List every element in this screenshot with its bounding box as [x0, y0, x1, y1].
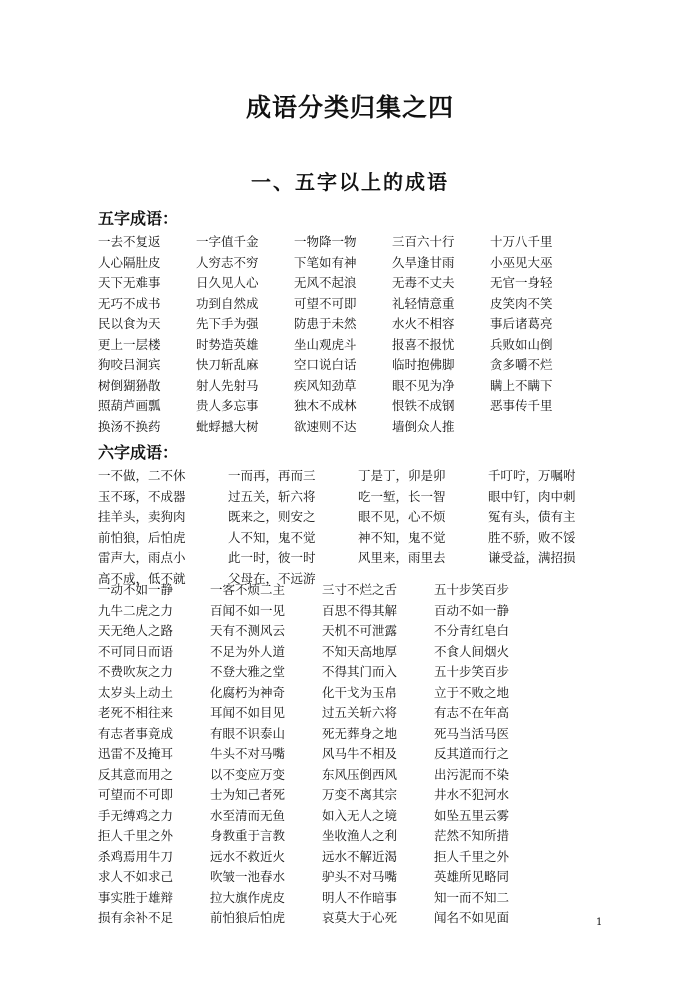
idiom-item: 不知天高地厚: [322, 643, 398, 659]
idiom-item: 驴头不对马嘴: [322, 869, 398, 884]
idiom-item: 死马当活马医: [434, 725, 510, 741]
idiom-item: 防患于未然: [294, 316, 357, 331]
idiom-row: [98, 487, 618, 508]
idiom-item: 身教重于言教: [210, 828, 286, 843]
idiom-item: 化干戈为玉帛: [322, 684, 398, 700]
idiom-item: 百思不得其解: [322, 602, 398, 618]
idiom-row: [98, 867, 546, 888]
idiom-item: 化腐朽为神奇: [210, 684, 286, 700]
idiom-item: 拒人千里之外: [98, 828, 174, 843]
idiom-item: 耳闻不如目见: [210, 705, 286, 720]
page-number: 1: [596, 917, 603, 928]
idiom-row: [98, 335, 588, 356]
idiom-item: 人心隔肚皮: [98, 254, 161, 270]
idiom-item: 天机不可泄露: [322, 623, 398, 638]
idiom-item: 蚍蜉撼大树: [196, 418, 259, 434]
idiom-item: 更上一层楼: [98, 336, 161, 352]
idiom-row: [98, 744, 546, 765]
idiom-item: 有志不在年高: [434, 705, 510, 720]
idiom-row: [98, 376, 588, 397]
idiom-row: [98, 466, 618, 487]
idiom-item: 英雄所见略同: [434, 869, 510, 884]
idiom-item: 一客不烦二主: [210, 582, 286, 597]
idiom-row: [98, 548, 618, 569]
idiom-item: 一而再，再而三: [228, 468, 316, 483]
idiom-item: 反其意而用之: [98, 766, 174, 782]
idiom-item: 百动不如一静: [434, 602, 510, 618]
idiom-item: 贵人多忘事: [196, 398, 259, 413]
idiom-item: 不得其门而入: [322, 664, 398, 679]
idiom-item: 一物降一物: [294, 234, 357, 249]
idiom-item: 一去不复返: [98, 234, 161, 249]
idiom-item: 功到自然成: [196, 295, 259, 311]
idiom-item: 皮笑肉不笑: [490, 295, 553, 311]
idiom-item: 不费吹灰之力: [98, 664, 174, 679]
idiom-item: 吃一堑，长一智: [358, 488, 446, 504]
idiom-item: 知一而不知二: [434, 889, 510, 905]
idiom-item: 民以食为天: [98, 316, 161, 331]
idiom-item: 可望不可即: [294, 295, 357, 311]
idiom-item: 九牛二虎之力: [98, 602, 174, 618]
idiom-row: [98, 662, 546, 683]
idiom-row: [98, 806, 546, 827]
idiom-item: 百闻不如一见: [210, 602, 286, 618]
idiom-item: 欲速则不达: [294, 418, 357, 434]
idiom-item: 人不知，鬼不觉: [228, 529, 316, 545]
idiom-item: 换汤不换药: [98, 418, 161, 434]
idiom-item: 远水不解近渴: [322, 848, 398, 864]
idiom-item: 冤有头，债有主: [488, 509, 576, 524]
idiom-item: 报喜不报忧: [392, 336, 455, 352]
idiom-item: 眼不见，心不烦: [358, 509, 446, 524]
idiom-item: 下笔如有神: [294, 254, 357, 270]
idiom-item: 既来之，则安之: [228, 509, 316, 524]
idiom-item: 瞒上不瞒下: [490, 377, 553, 393]
idiom-item: 拉大旗作虎皮: [210, 889, 286, 905]
idiom-item: 空口说白话: [294, 357, 357, 372]
idiom-item: 不分青红皂白: [434, 623, 510, 638]
idiom-item: 反其道而行之: [434, 746, 510, 761]
idiom-item: 十万八千里: [490, 234, 553, 249]
idiom-item: 手无缚鸡之力: [98, 807, 174, 823]
idiom-item: 以不变应万变: [210, 766, 286, 782]
idiom-item: 老死不相往来: [98, 705, 174, 720]
idiom-item: 无官一身轻: [490, 275, 553, 290]
five-char-idiom-table: [98, 232, 588, 437]
idiom-item: 有志者事竟成: [98, 725, 174, 741]
idiom-item: 前怕狼，后怕虎: [98, 529, 186, 545]
idiom-item: 不登大雅之堂: [210, 664, 286, 679]
idiom-row: [98, 528, 618, 549]
idiom-row: [98, 507, 618, 528]
idiom-item: 闻名不如见面: [434, 910, 510, 925]
idiom-item: 死无葬身之地: [322, 725, 398, 741]
idiom-item: 可望而不可即: [98, 787, 174, 802]
idiom-item: 三寸不烂之舌: [322, 582, 398, 597]
idiom-item: 恨铁不成钢: [392, 398, 455, 413]
idiom-item: 兵败如山倒: [490, 336, 553, 352]
idiom-item: 照葫芦画瓢: [98, 398, 161, 413]
idiom-row: [98, 703, 546, 724]
idiom-row: [98, 294, 588, 315]
idiom-item: 丁是丁，卯是卯: [358, 468, 446, 483]
idiom-item: 迅雷不及掩耳: [98, 746, 174, 761]
idiom-item: 千叮咛，万嘱咐: [488, 468, 576, 483]
idiom-item: 太岁头上动土: [98, 684, 174, 700]
idiom-item: 三百六十行: [392, 234, 455, 249]
idiom-item: 贪多嚼不烂: [490, 357, 553, 372]
idiom-item: 无巧不成书: [98, 295, 161, 311]
idiom-item: 五十步笑百步: [434, 582, 510, 597]
idiom-item: 如入无人之境: [322, 807, 398, 823]
idiom-item: 一字值千金: [196, 234, 259, 249]
idiom-item: 挂羊头，卖狗肉: [98, 509, 186, 524]
idiom-item: 人穷志不穷: [196, 254, 259, 270]
idiom-item: 事后诸葛亮: [490, 316, 553, 331]
idiom-item: 五十步笑百步: [434, 664, 510, 679]
idiom-row: [98, 601, 546, 622]
idiom-item: 时势造英雄: [196, 336, 259, 352]
idiom-row: [98, 580, 546, 601]
idiom-row: [98, 273, 588, 294]
idiom-item: 神不知，鬼不觉: [358, 529, 446, 545]
idiom-item: 事实胜于雄辩: [98, 889, 174, 905]
idiom-row: [98, 396, 588, 417]
idiom-item: 无毒不丈夫: [392, 275, 455, 290]
idiom-item: 一不做，二不休: [98, 468, 186, 483]
idiom-item: 哀莫大于心死: [322, 910, 398, 925]
idiom-row: [98, 888, 546, 909]
idiom-row: [98, 724, 546, 745]
idiom-row: [98, 785, 546, 806]
idiom-item: 此一时，彼一时: [228, 550, 316, 565]
idiom-item: 坐收渔人之利: [322, 828, 398, 843]
idiom-item: 拒人千里之外: [434, 848, 510, 864]
idiom-row: [98, 683, 546, 704]
idiom-item: 眼不见为净: [392, 377, 455, 393]
idiom-item: 风马牛不相及: [322, 746, 398, 761]
idiom-row: [98, 253, 588, 274]
idiom-item: 出污泥而不染: [434, 766, 510, 782]
idiom-item: 久旱逢甘雨: [392, 254, 455, 270]
idiom-item: 牛头不对马嘴: [210, 746, 286, 761]
idiom-row: [98, 847, 546, 868]
idiom-item: 损有余补不足: [98, 910, 174, 925]
idiom-item: 疾风知劲草: [294, 377, 357, 393]
idiom-item: 日久见人心: [196, 275, 259, 290]
idiom-item: 不足为外人道: [210, 643, 286, 659]
idiom-item: 茫然不知所措: [434, 828, 510, 843]
idiom-item: 水至清而无鱼: [210, 807, 286, 823]
idiom-item: 远水不救近火: [210, 848, 286, 864]
idiom-item: 小巫见大巫: [490, 254, 553, 270]
idiom-item: 树倒猢狲散: [98, 377, 161, 393]
idiom-item: 谦受益，满招损: [488, 550, 576, 565]
six-char-paired-idiom-table: [98, 466, 618, 589]
idiom-item: 礼轻情意重: [392, 295, 455, 311]
idiom-item: 风里来，雨里去: [358, 550, 446, 565]
idiom-item: 狗咬吕洞宾: [98, 357, 161, 372]
idiom-row: [98, 232, 588, 253]
idiom-item: 求人不如求己: [98, 869, 174, 884]
idiom-item: 快刀斩乱麻: [196, 357, 259, 372]
idiom-row: [98, 621, 546, 642]
idiom-item: 吹皱一池春水: [210, 869, 286, 884]
idiom-row: [98, 642, 546, 663]
document-title: 成语分类归集之四: [245, 93, 454, 122]
idiom-item: 明人不作暗事: [322, 889, 398, 905]
idiom-item: 无风不起浪: [294, 275, 357, 290]
idiom-row: [98, 314, 588, 335]
idiom-item: 射人先射马: [196, 377, 259, 393]
idiom-item: 高不成，低不就: [98, 570, 186, 586]
idiom-row: [98, 826, 546, 847]
idiom-item: 前怕狼后怕虎: [210, 910, 286, 925]
idiom-item: 眼中钉，肉中刺: [488, 488, 576, 504]
idiom-item: 天下无难事: [98, 275, 161, 290]
idiom-item: 一动不如一静: [98, 582, 174, 597]
idiom-item: 天有不测风云: [210, 623, 286, 638]
idiom-row: [98, 355, 588, 376]
idiom-item: 天无绝人之路: [98, 623, 174, 638]
section-heading: 一、五字以上的成语: [251, 170, 449, 194]
idiom-row: [98, 417, 588, 438]
idiom-item: 立于不败之地: [434, 684, 510, 700]
six-char-idiom-table: [98, 580, 546, 929]
idiom-row: [98, 765, 546, 786]
five-char-heading: 五字成语：: [98, 209, 179, 228]
idiom-item: 井水不犯河水: [434, 787, 510, 802]
idiom-item: 先下手为强: [196, 316, 259, 331]
idiom-item: 过五关斩六将: [322, 705, 398, 720]
idiom-item: 父母在，不远游: [228, 570, 316, 586]
idiom-item: 坐山观虎斗: [294, 336, 357, 352]
idiom-item: 水火不相容: [392, 316, 455, 331]
idiom-item: 东风压倒西风: [322, 766, 398, 782]
idiom-item: 士为知己者死: [210, 787, 286, 802]
idiom-item: 万变不离其宗: [322, 787, 398, 802]
six-char-heading: 六字成语：: [98, 443, 179, 462]
idiom-item: 胜不骄，败不馁: [488, 529, 576, 545]
idiom-item: 有眼不识泰山: [210, 725, 286, 741]
idiom-item: 不食人间烟火: [434, 643, 510, 659]
idiom-item: 玉不琢，不成器: [98, 488, 186, 504]
idiom-item: 独木不成林: [294, 398, 357, 413]
idiom-item: 雷声大，雨点小: [98, 550, 186, 565]
idiom-item: 过五关，斩六将: [228, 488, 316, 504]
idiom-item: 墙倒众人推: [392, 418, 455, 434]
idiom-item: 如坠五里云雾: [434, 807, 510, 823]
idiom-item: 不可同日而语: [98, 643, 174, 659]
idiom-row: [98, 908, 546, 929]
idiom-item: 临时抱佛脚: [392, 357, 455, 372]
idiom-item: 恶事传千里: [490, 398, 553, 413]
idiom-item: 杀鸡焉用牛刀: [98, 848, 174, 864]
